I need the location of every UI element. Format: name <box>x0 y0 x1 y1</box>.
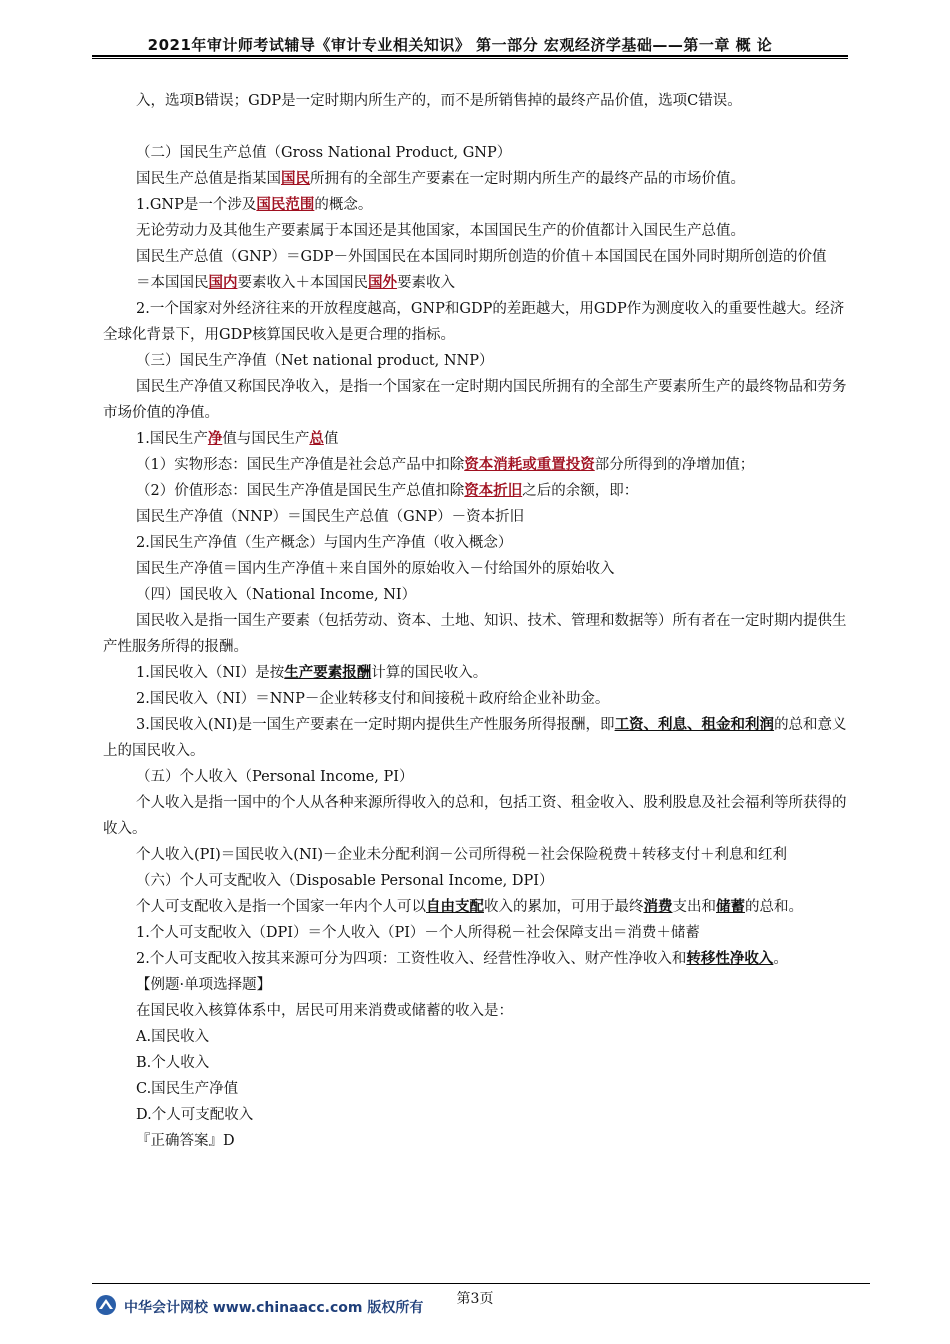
paragraph: （1）实物形态：国民生产净值是社会总产品中扣除资本消耗或重置投资部分所得到的净增加值； <box>136 456 755 473</box>
footer-brand: 中华会计网校 www.chinaacc.com 版权所有 <box>124 1300 424 1316</box>
paragraph: 1.GNP是一个涉及国民范围的概念。 <box>136 196 373 213</box>
section-heading-gnp: （二）国民生产总值（Gross National Product, GNP） <box>136 145 512 161</box>
paragraph: 个人收入是指一国中的个人从各种来源所得收入的总和，包括工资、租金收入、股利股息及社会福利等所获得的收入。 <box>103 795 847 837</box>
emphasis: 国民范围 <box>256 196 315 213</box>
example-heading: 【例题·单项选择题】 <box>136 977 272 993</box>
emphasis: 总 <box>309 430 324 447</box>
paragraph: 国民生产净值又称国民净收入，是指一个国家在一定时期内国民所拥有的全部生产要素所生产的最终物品和劳务市场价值的净值。 <box>103 379 847 421</box>
option-b: B.个人收入 <box>136 1055 210 1071</box>
emphasis: 国民 <box>281 170 310 187</box>
section-heading-dpi: （六）个人可支配收入（Disposable Personal Income, DPI） <box>136 873 554 889</box>
section-heading-pi: （五）个人收入（Personal Income, PI） <box>136 769 414 785</box>
emphasis: 国内 <box>208 274 238 291</box>
formula: ＝本国国民国内要素收入＋本国国民国外要素收入 <box>136 274 455 291</box>
footer-rule <box>92 1283 870 1284</box>
emphasis: 工资、利息、租金和利润 <box>614 716 775 733</box>
question-text: 在国民收入核算体系中，居民可用来消费或储蓄的收入是： <box>136 1003 513 1019</box>
emphasis: 生产要素报酬 <box>284 664 372 681</box>
paragraph: 个人可支配收入是指一个国家一年内个人可以自由支配收入的累加，可用于最终消费支出和储蓄的总和。 <box>136 898 803 915</box>
spacer <box>103 114 851 140</box>
paragraph: 3.国民收入(NI)是一国生产要素在一定时期内提供生产性服务所得报酬，即工资、利息、租金和利润的总和意义上的国民收入。 <box>103 716 847 759</box>
header-rule <box>92 55 848 57</box>
option-c: C.国民生产净值 <box>136 1081 239 1097</box>
formula: 个人收入(PI)＝国民收入(NI)－企业未分配利润－公司所得税－社会保险税费＋转移支付＋利息和红利 <box>136 847 788 863</box>
formula: 国民生产净值（NNP）＝国民生产总值（GNP）－资本折旧 <box>136 509 525 525</box>
formula: 2.国民收入（NI）＝NNP－企业转移支付和间接税＋政府给企业补助金。 <box>136 691 610 707</box>
paragraph: 2.个人可支配收入按其来源可分为四项：工资性收入、经营性净收入、财产性净收入和转移性净收入。 <box>136 950 788 967</box>
emphasis: 储蓄 <box>716 898 745 915</box>
paragraph: 入，选项B错误；GDP是一定时期内所生产的，而不是所销售掉的最终产品价值，选项C错误。 <box>136 93 742 109</box>
emphasis: 自由支配 <box>426 898 484 915</box>
paragraph: 1.国民收入（NI）是按生产要素报酬计算的国民收入。 <box>136 664 488 681</box>
section-heading-ni: （四）国民收入（National Income, NI） <box>136 587 417 603</box>
section-heading-nnp: （三）国民生产净值（Net national product, NNP） <box>136 353 494 369</box>
option-a: A.国民收入 <box>136 1029 210 1045</box>
formula: 1.个人可支配收入（DPI）＝个人收入（PI）－个人所得税－社会保障支出＝消费＋储蓄 <box>136 925 700 941</box>
emphasis: 净 <box>207 430 223 447</box>
formula: 国民生产总值（GNP）＝GDP－外国国民在本国同时期所创造的价值＋本国国民在国外同时期所创造的价值 <box>136 249 827 265</box>
document-body <box>103 88 851 1154</box>
formula: 国民生产净值＝国内生产净值＋来自国外的原始收入－付给国外的原始收入 <box>136 561 615 577</box>
emphasis: 消费 <box>643 898 673 915</box>
option-d: D.个人可支配收入 <box>136 1107 254 1123</box>
paragraph: 无论劳动力及其他生产要素属于本国还是其他国家，本国国民生产的价值都计入国民生产总值。 <box>136 223 745 239</box>
paragraph: 2.国民生产净值（生产概念）与国内生产净值（收入概念） <box>136 535 513 551</box>
answer: 『正确答案』D <box>136 1133 235 1149</box>
emphasis: 资本折旧 <box>464 482 523 499</box>
emphasis: 资本消耗或重置投资 <box>464 456 595 473</box>
paragraph: （2）价值形态：国民生产净值是国民生产总值扣除资本折旧之后的余额，即： <box>136 482 639 499</box>
paragraph: 国民生产总值是指某国国民所拥有的全部生产要素在一定时期内所生产的最终产品的市场价值。 <box>136 170 745 187</box>
emphasis: 转移性净收入 <box>686 950 774 967</box>
page-header: 2021年审计师考试辅导《审计专业相关知识》 第一部分 宏观经济学基础——第一章 概 论 <box>147 36 773 54</box>
page-number: 第3页 <box>456 1291 494 1307</box>
emphasis: 国外 <box>368 274 397 291</box>
paragraph: 2.一个国家对外经济往来的开放程度越高，GNP和GDP的差距越大，用GDP作为测度收入的重要性越大。经济全球化背景下，用GDP核算国民收入是更合理的指标。 <box>103 301 845 343</box>
chinaacc-logo-icon <box>95 1294 117 1316</box>
paragraph: 1.国民生产净值与国民生产总值 <box>136 430 339 447</box>
header-rule-thin <box>92 58 848 59</box>
paragraph: 国民收入是指一国生产要素（包括劳动、资本、土地、知识、技术、管理和数据等）所有者在一定时期内提供生产性服务所得的报酬。 <box>103 613 847 655</box>
